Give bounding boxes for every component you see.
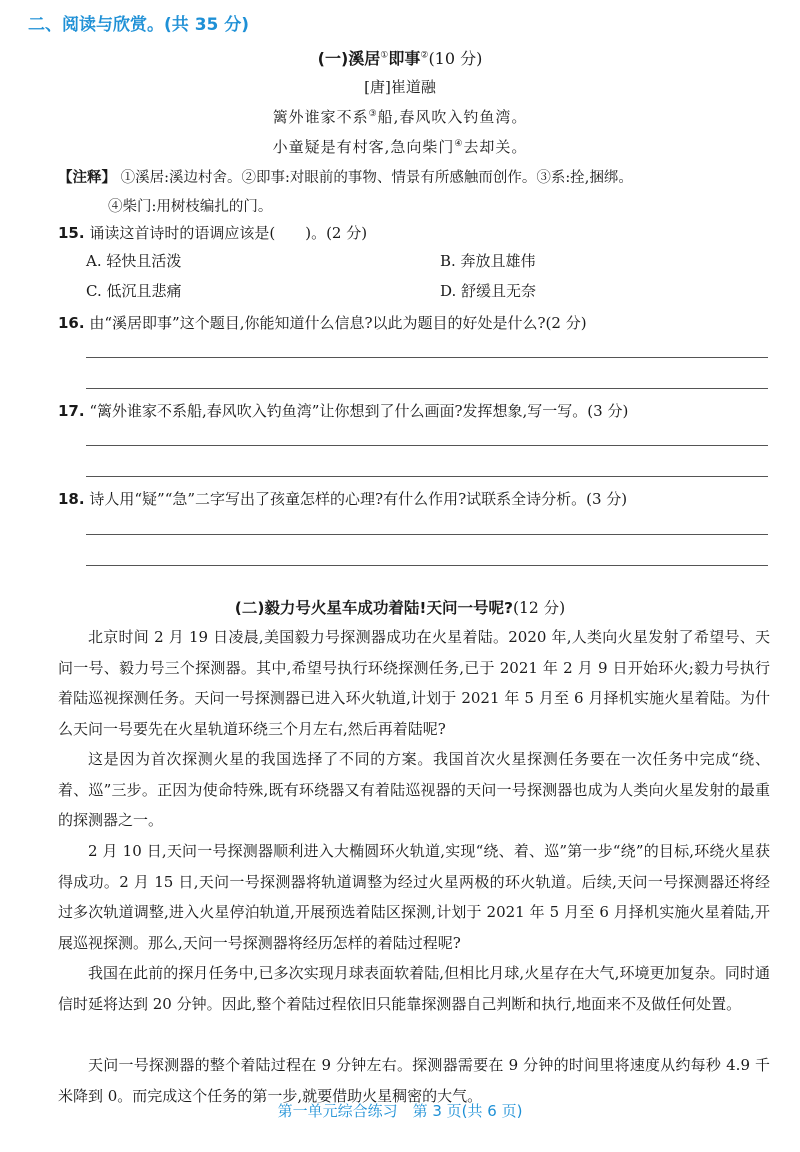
answer-line[interactable] [86, 357, 768, 358]
paragraph-4: 我国在此前的探月任务中,已多次实现月球表面软着陆,但相比月球,火星存在大气,环境更加复杂。同时通信时延将达到 20 分钟。因此,整个着陆过程依旧只能靠探测器自己判断和执行,地面来不及做任何处置。 [58, 964, 770, 1013]
option-c: C. 低沉且悲痛 [86, 282, 182, 300]
option-a: A. 轻快且活泼 [86, 252, 182, 270]
question-15: 15. 诵读这首诗时的语调应该是( )。(2 分) [58, 224, 368, 242]
option-d: D. 舒缓且无奈 [440, 282, 537, 300]
poem-line-1: 篱外谁家不系③船,春风吹入钓鱼湾。 [272, 108, 528, 126]
question-16: 16. 由“溪居即事”这个题目,你能知道什么信息?以此为题目的好处是什么?(2 分) [58, 314, 587, 332]
poem-line-2: 小童疑是有村客,急向柴门④去却关。 [272, 138, 528, 156]
answer-line[interactable] [86, 534, 768, 535]
poem-author: [唐]崔道融 [364, 78, 436, 96]
question-17: 17. “篱外谁家不系船,春风吹入钓鱼湾”让你想到了什么画面?发挥想象,写一写。(3 分) [58, 402, 629, 420]
paragraph-1: 北京时间 2 月 19 日凌晨,美国毅力号探测器成功在火星着陆。2020 年,人类向火星发射了希望号、天问一号、毅力号三个探测器。其中,希望号执行环绕探测任务,已于 2021 年 2 月 9 日开始环火;毅力号执行着陆巡视探测任务。天问一号探测器已进入环火轨道,计划于 2021 年 5 月至 6 月择机实施火星着陆。为什么天问一号要先在火星轨道环绕三个月左右,然后再着陆呢? [58, 628, 770, 738]
section-header: 二、阅读与欣赏。(共 35 分) [28, 15, 250, 35]
paragraph-3: 2 月 10 日,天问一号探测器顺利进入大椭圆环火轨道,实现“绕、着、巡”第一步“绕”的目标,环绕火星获得成功。2 月 15 日,天问一号探测器将轨道调整为经过火星两极的环火轨道。后续,天问一号探测器还将经过多次轨道调整,进入火星停泊轨道,开展预选着陆区探测,计划于 2021 年 5 月至 6 月择机实施火星着陆,开展巡视探测。那么,天问一号探测器将经历怎样的着陆过程呢? [58, 842, 770, 952]
page-footer: 第一单元综合练习 第 3 页(共 6 页) [277, 1102, 523, 1120]
answer-line[interactable] [86, 476, 768, 477]
paragraph-2: 这是因为首次探测火星的我国选择了不同的方案。我国首次火星探测任务要在一次任务中完成“绕、着、巡”三步。正因为使命特殊,既有环绕器又有着陆巡视器的天问一号探测器也成为人类向火星发射的最重的探测器之一。 [58, 750, 770, 829]
option-b: B. 奔放且雄伟 [440, 252, 536, 270]
paragraph-5: 天问一号探测器的整个着陆过程在 9 分钟左右。探测器需要在 9 分钟的时间里将速度从约每秒 4.9 千米降到 0。而完成这个任务的第一步,就要借助火星稠密的大气。 [58, 1056, 770, 1105]
answer-line[interactable] [86, 388, 768, 389]
answer-line[interactable] [86, 565, 768, 566]
annotation-notes: 【注释】 ①溪居:溪边村舍。②即事:对眼前的事物、情景有所感触而创作。③系:拴,捆绑。 ④柴门:用树枝编扎的门。 [58, 170, 633, 215]
passage-title: (二)毅力号火星车成功着陆!天问一号呢?(12 分) [234, 599, 566, 617]
question-18: 18. 诗人用“疑”“急”二字写出了孩童怎样的心理?有什么作用?试联系全诗分析。(3 分) [58, 490, 628, 508]
poem-title: (一)溪居①即事②(10 分) [317, 49, 483, 68]
answer-line[interactable] [86, 445, 768, 446]
